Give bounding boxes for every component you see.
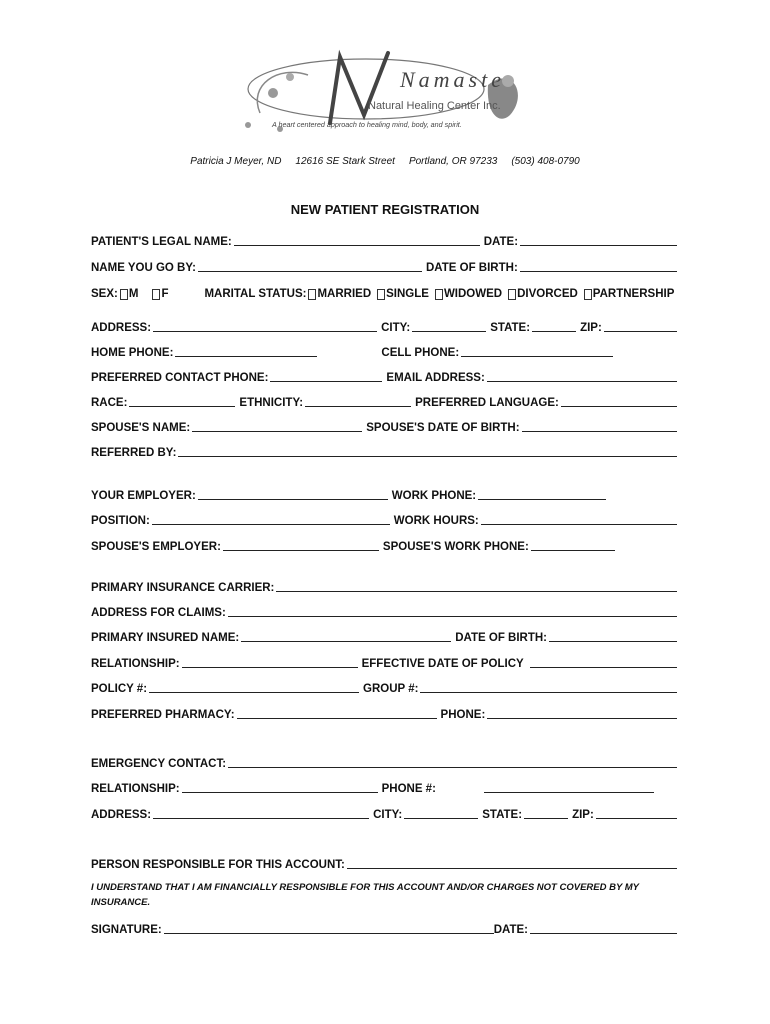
- policy-field[interactable]: [149, 682, 359, 693]
- row-referred: [91, 443, 681, 459]
- em-city-label: CITY:: [373, 809, 403, 821]
- row-em-address: [91, 805, 681, 821]
- email-label: EMAIL ADDRESS:: [386, 372, 485, 384]
- row-policy: [91, 679, 681, 695]
- row-ins-carrier: [91, 578, 681, 594]
- signature-label: SIGNATURE:: [91, 924, 162, 936]
- em-relationship-label: RELATIONSHIP:: [91, 783, 180, 795]
- divorced-label: DIVORCED: [517, 288, 578, 300]
- date-field[interactable]: [520, 235, 677, 246]
- married-checkbox[interactable]: [308, 289, 316, 300]
- address-label: ADDRESS:: [91, 322, 152, 334]
- em-relationship-field[interactable]: [182, 782, 378, 793]
- work-phone-label: WORK PHONE:: [391, 490, 477, 502]
- pharmacy-field[interactable]: [237, 708, 437, 719]
- row-employer: [91, 486, 681, 502]
- dob-field[interactable]: [520, 261, 677, 272]
- row-go-by: [91, 258, 681, 274]
- sex-m-checkbox[interactable]: [120, 289, 128, 300]
- row-relationship: [91, 654, 681, 670]
- row-position: [91, 511, 681, 527]
- claims-address-label: ADDRESS FOR CLAIMS:: [91, 607, 226, 619]
- pref-language-label: PREFERRED LANGUAGE:: [415, 397, 559, 409]
- zip-label: ZIP:: [580, 322, 602, 334]
- go-by-label: NAME YOU GO BY:: [91, 262, 196, 274]
- divorced-checkbox[interactable]: [508, 289, 516, 300]
- logo-subtitle: Natural Healing Center Inc.: [368, 100, 501, 112]
- position-field[interactable]: [152, 514, 390, 525]
- claims-address-field[interactable]: [228, 606, 677, 617]
- em-phone-field[interactable]: [484, 782, 654, 793]
- city-label: CITY:: [381, 322, 411, 334]
- practice-doctor: Patricia J Meyer, ND: [190, 156, 282, 167]
- row-address: [91, 318, 681, 334]
- position-label: POSITION:: [91, 515, 150, 527]
- row-responsible: [91, 855, 681, 871]
- state-field[interactable]: [532, 321, 576, 332]
- row-signature: [91, 920, 681, 936]
- relationship-field[interactable]: [182, 657, 358, 668]
- race-label: RACE:: [91, 397, 128, 409]
- financial-statement: I UNDERSTAND THAT I AM FINANCIALLY RESPONSIBLE FOR THIS ACCOUNT AND/OR CHARGES NOT COVERED BY MY INSURANCE.: [91, 882, 639, 908]
- work-phone-field[interactable]: [478, 489, 606, 500]
- spouse-dob-field[interactable]: [522, 421, 677, 432]
- effective-date-label: EFFECTIVE DATE OF POLICY: [361, 658, 524, 670]
- em-state-field[interactable]: [524, 808, 568, 819]
- race-field[interactable]: [129, 396, 235, 407]
- policy-label: POLICY #:: [91, 683, 148, 695]
- group-label: GROUP #:: [363, 683, 419, 695]
- employer-label: YOUR EMPLOYER:: [91, 490, 196, 502]
- spouse-work-phone-field[interactable]: [531, 540, 615, 551]
- single-label: SINGLE: [386, 288, 429, 300]
- row-phones: [91, 343, 681, 359]
- sig-date-field[interactable]: [530, 923, 677, 934]
- row-claims-address: [91, 603, 681, 619]
- emergency-field[interactable]: [228, 757, 677, 768]
- pref-contact-label: PREFERRED CONTACT PHONE:: [91, 372, 269, 384]
- partnership-checkbox[interactable]: [584, 289, 592, 300]
- ethnicity-label: ETHNICITY:: [239, 397, 304, 409]
- row-emergency: [91, 754, 681, 770]
- em-state-label: STATE:: [482, 809, 523, 821]
- dob-label: DATE OF BIRTH:: [426, 262, 518, 274]
- row-pharmacy: [91, 705, 681, 721]
- work-hours-label: WORK HOURS:: [393, 515, 479, 527]
- em-city-field[interactable]: [404, 808, 478, 819]
- home-phone-label: HOME PHONE:: [91, 347, 174, 359]
- sig-date-label: DATE:: [493, 924, 528, 936]
- practice-phone: (503) 408-0790: [511, 156, 580, 167]
- legal-name-label: PATIENT'S LEGAL NAME:: [91, 236, 232, 248]
- pref-language-field[interactable]: [561, 396, 677, 407]
- em-phone-label: PHONE #:: [381, 783, 436, 795]
- insured-dob-label: DATE OF BIRTH:: [455, 632, 548, 644]
- ins-carrier-label: PRIMARY INSURANCE CARRIER:: [91, 582, 275, 594]
- cell-phone-field[interactable]: [461, 346, 613, 357]
- widowed-label: WIDOWED: [443, 288, 503, 300]
- sex-label: SEX:: [91, 288, 118, 300]
- namaste-logo: [238, 45, 533, 145]
- spouse-work-phone-label: SPOUSE'S WORK PHONE:: [382, 541, 529, 553]
- signature-field[interactable]: [164, 923, 494, 934]
- date-label: DATE:: [483, 236, 519, 248]
- widowed-checkbox[interactable]: [435, 289, 443, 300]
- effective-date-field[interactable]: [530, 657, 677, 668]
- row-race: [91, 393, 681, 409]
- legal-name-field[interactable]: [234, 235, 480, 246]
- logo-brand: Namaste: [400, 67, 505, 92]
- go-by-field[interactable]: [198, 261, 422, 272]
- ins-carrier-field[interactable]: [276, 581, 677, 592]
- state-label: STATE:: [490, 322, 531, 334]
- practice-city: Portland, OR 97233: [408, 156, 498, 167]
- row-em-relationship: [91, 779, 681, 795]
- pharmacy-phone-label: PHONE:: [440, 709, 486, 721]
- marital-label: MARITAL STATUS:: [204, 288, 307, 300]
- work-hours-field[interactable]: [481, 514, 677, 525]
- insured-name-label: PRIMARY INSURED NAME:: [91, 632, 240, 644]
- pharmacy-phone-field[interactable]: [487, 708, 677, 719]
- responsible-field[interactable]: [347, 858, 677, 869]
- form-title: NEW PATIENT REGISTRATION: [290, 202, 480, 217]
- zip-field[interactable]: [604, 321, 677, 332]
- single-checkbox[interactable]: [377, 289, 385, 300]
- spouse-name-field[interactable]: [192, 421, 362, 432]
- row-insured-name: [91, 628, 681, 644]
- address-field[interactable]: [153, 321, 377, 332]
- row-legal-name: [91, 232, 681, 248]
- referred-by-label: REFERRED BY:: [91, 447, 177, 459]
- emergency-label: EMERGENCY CONTACT:: [91, 758, 227, 770]
- practice-info: [0, 156, 770, 167]
- em-zip-label: ZIP:: [572, 809, 594, 821]
- spouse-employer-label: SPOUSE'S EMPLOYER:: [91, 541, 221, 553]
- spouse-name-label: SPOUSE'S NAME:: [91, 422, 191, 434]
- partnership-label: PARTNERSHIP: [592, 288, 675, 300]
- row-sex-marital: [91, 284, 681, 300]
- relationship-label: RELATIONSHIP:: [91, 658, 180, 670]
- logo-tagline: A heart centered approach to healing mind, body, and spirit.: [272, 120, 462, 129]
- group-field[interactable]: [420, 682, 677, 693]
- referred-by-field[interactable]: [178, 446, 677, 457]
- sex-f-checkbox[interactable]: [152, 289, 160, 300]
- married-label: MARRIED: [317, 288, 372, 300]
- insured-dob-field[interactable]: [549, 631, 677, 642]
- employer-field[interactable]: [198, 489, 388, 500]
- ethnicity-field[interactable]: [305, 396, 411, 407]
- pharmacy-label: PREFERRED PHARMACY:: [91, 709, 235, 721]
- cell-phone-label: CELL PHONE:: [381, 347, 460, 359]
- spouse-dob-label: SPOUSE'S DATE OF BIRTH:: [366, 422, 520, 434]
- sex-m-label: M: [128, 288, 139, 300]
- responsible-label: PERSON RESPONSIBLE FOR THIS ACCOUNT:: [91, 859, 345, 871]
- city-field[interactable]: [412, 321, 486, 332]
- practice-street: 12616 SE Stark Street: [295, 156, 395, 167]
- row-spouse-employer: [91, 537, 681, 553]
- insured-name-field[interactable]: [241, 631, 451, 642]
- em-zip-field[interactable]: [596, 808, 677, 819]
- row-spouse: [91, 418, 681, 434]
- email-field[interactable]: [487, 371, 677, 382]
- home-phone-field[interactable]: [175, 346, 317, 357]
- row-contact-email: [91, 368, 681, 384]
- spouse-employer-field[interactable]: [223, 540, 379, 551]
- em-address-field[interactable]: [153, 808, 369, 819]
- sex-f-label: F: [161, 288, 169, 300]
- logo-graphic: [238, 45, 533, 145]
- pref-contact-field[interactable]: [270, 371, 382, 382]
- em-address-label: ADDRESS:: [91, 809, 152, 821]
